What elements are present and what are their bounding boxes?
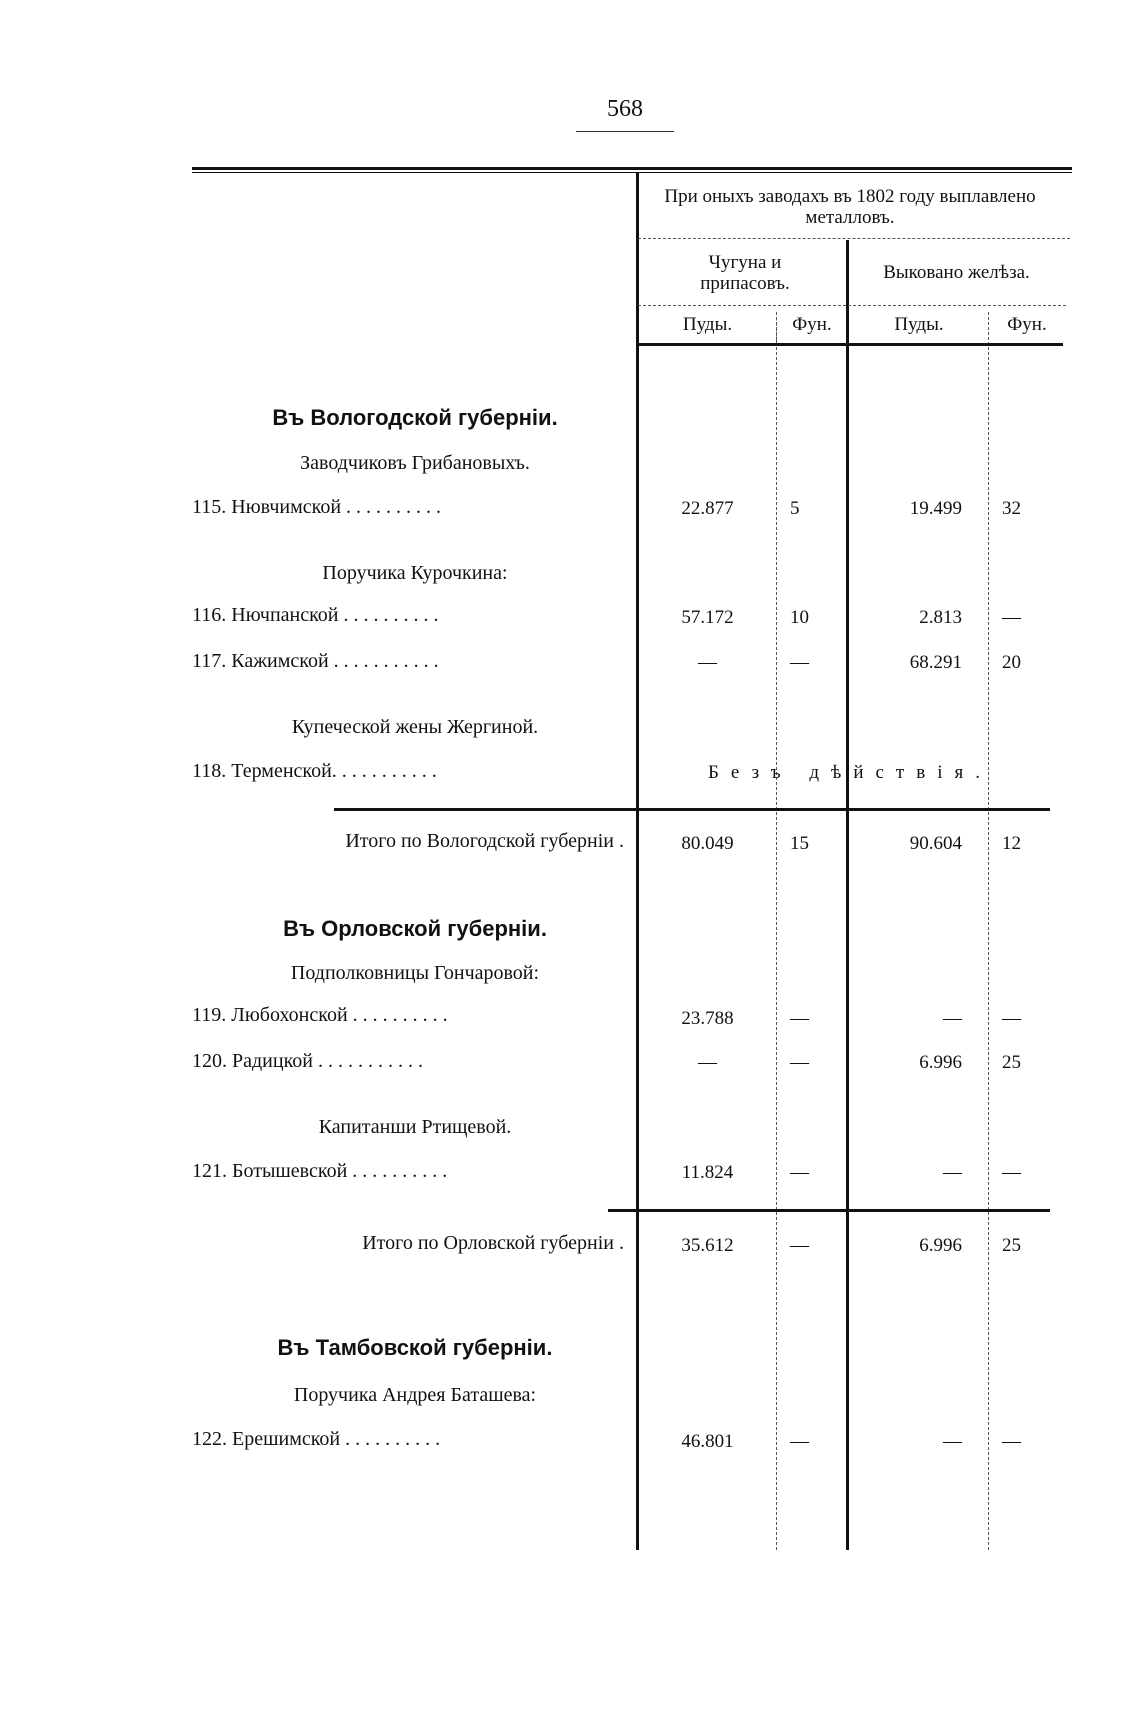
total-cast-fun: — xyxy=(790,1235,809,1256)
factory-name: 117. Кажимской . . . . . . . . . . . xyxy=(192,650,439,672)
forge-pud: — xyxy=(943,1162,962,1183)
cast-pud: 22.877 xyxy=(681,498,734,519)
forge-fun: — xyxy=(1002,1008,1021,1029)
forge-fun: 20 xyxy=(1002,652,1021,673)
factory-name: 115. Нювчимской . . . . . . . . . . xyxy=(192,496,442,518)
total-forge-fun: 25 xyxy=(1002,1235,1021,1256)
forge-pud: — xyxy=(943,1008,962,1029)
province-heading: Въ Тамбовской губерніи. xyxy=(277,1335,553,1360)
cast-fun: — xyxy=(790,652,809,673)
forge-fun: — xyxy=(1002,607,1021,628)
cast-pud: — xyxy=(698,652,717,673)
header-rule-1 xyxy=(638,238,1070,239)
total-cast-fun: 15 xyxy=(790,833,809,854)
total-cast-pud: 35.612 xyxy=(681,1235,734,1256)
owner-label: Подполковницы Гончаровой: xyxy=(290,962,540,984)
total-cast-pud: 80.049 xyxy=(681,833,734,854)
header-cast-iron: Чугуна и припасовъ. xyxy=(700,252,790,294)
header-rule-2 xyxy=(638,305,1066,306)
top-rule-thin xyxy=(192,172,1072,173)
section-total-rule xyxy=(608,1209,1050,1212)
cast-pud: — xyxy=(698,1052,717,1073)
cast-pud: 11.824 xyxy=(681,1162,734,1183)
forge-pud: 2.813 xyxy=(919,607,962,628)
cast-pud: 23.788 xyxy=(681,1008,734,1029)
inactive-note: Безъ дѣйствія. xyxy=(708,762,992,783)
header-forged-iron: Выковано желѣза. xyxy=(883,262,1030,283)
factory-name: 121. Ботышевской . . . . . . . . . . xyxy=(192,1160,448,1182)
top-rule xyxy=(192,167,1072,170)
factory-name: 118. Терменской. . . . . . . . . . . xyxy=(192,760,437,782)
forge-fun: — xyxy=(1002,1162,1021,1183)
page-number-underline xyxy=(576,131,674,132)
unit-fun-forge: Фун. xyxy=(1007,314,1047,335)
page-number: 568 xyxy=(607,96,643,122)
factory-name: 122. Ерешимской . . . . . . . . . . xyxy=(192,1428,441,1450)
total-label: Итого по Орловской губерніи . xyxy=(362,1232,624,1254)
total-label: Итого по Вологодской губерніи . xyxy=(345,830,624,852)
total-forge-fun: 12 xyxy=(1002,833,1021,854)
province-heading: Въ Орловской губерніи. xyxy=(283,916,547,941)
column-divider-middle xyxy=(846,240,849,1550)
header-main: При оныхъ заводахъ въ 1802 году выплавлено металловъ. xyxy=(664,186,1036,228)
forge-pud: — xyxy=(943,1431,962,1452)
cast-fun: — xyxy=(790,1008,809,1029)
unit-fun-cast: Фун. xyxy=(792,314,832,335)
cast-fun: 10 xyxy=(790,607,809,628)
forge-fun: 32 xyxy=(1002,498,1021,519)
unit-pud-cast: Пуды. xyxy=(682,314,733,335)
total-forge-pud: 90.604 xyxy=(909,833,962,854)
section-total-rule xyxy=(334,808,1050,811)
cast-fun: 5 xyxy=(790,498,800,519)
forge-fun: 25 xyxy=(1002,1052,1021,1073)
factory-name: 120. Радицкой . . . . . . . . . . . xyxy=(192,1050,423,1072)
header-bottom-rule xyxy=(638,343,1063,346)
province-heading: Въ Вологодской губерніи. xyxy=(272,405,558,430)
forge-fun: — xyxy=(1002,1431,1021,1452)
owner-label: Поручика Курочкина: xyxy=(322,562,508,584)
factory-name: 119. Любохонской . . . . . . . . . . xyxy=(192,1004,448,1026)
total-forge-pud: 6.996 xyxy=(919,1235,962,1256)
forge-pud: 68.291 xyxy=(909,652,962,673)
cast-pud: 57.172 xyxy=(681,607,734,628)
cast-pud: 46.801 xyxy=(681,1431,734,1452)
forge-pud: 19.499 xyxy=(909,498,962,519)
owner-label: Капитанши Ртищевой. xyxy=(318,1116,512,1138)
cast-fun: — xyxy=(790,1052,809,1073)
owner-label: Купеческой жены Жергиной. xyxy=(291,716,539,738)
factory-name: 116. Нючпанской . . . . . . . . . . xyxy=(192,604,439,626)
cast-fun: — xyxy=(790,1431,809,1452)
unit-pud-forge: Пуды. xyxy=(894,314,944,335)
owner-label: Поручика Андрея Баташева: xyxy=(293,1384,537,1406)
forge-pud: 6.996 xyxy=(919,1052,962,1073)
owner-label: Заводчиковъ Грибановыхъ. xyxy=(300,452,530,474)
cast-fun: — xyxy=(790,1162,809,1183)
